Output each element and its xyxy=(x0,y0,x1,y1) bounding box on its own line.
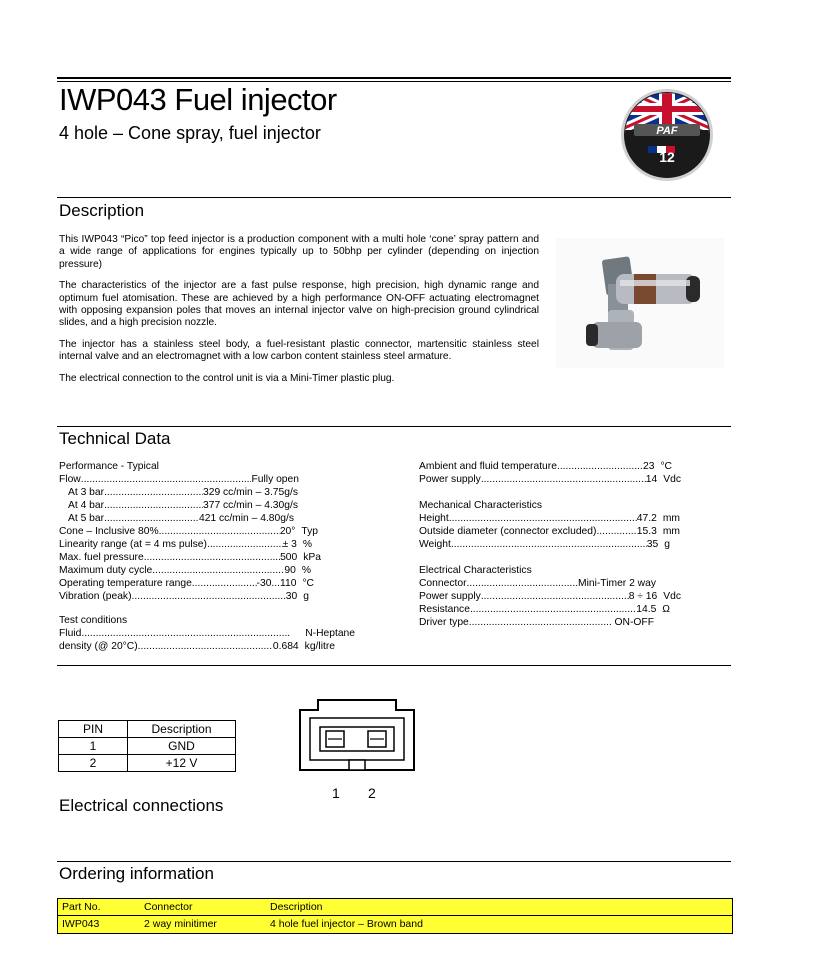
table-row xyxy=(59,738,236,755)
spec-row xyxy=(419,526,680,537)
ordering-heading: Ordering information xyxy=(59,864,214,883)
spec-label: Outside diameter (connector excluded) xyxy=(419,526,597,537)
description-paragraph: The electrical connection to the control unit is via a Mini-Timer plastic plug. xyxy=(59,372,395,384)
spec-label: At 5 bar xyxy=(68,513,105,524)
spec-label: Power supply xyxy=(419,591,481,602)
spec-row xyxy=(68,487,298,498)
spec-unit: % xyxy=(302,539,312,550)
spec-row xyxy=(419,474,681,485)
spec-label: Fluid xyxy=(59,628,82,639)
spec-row xyxy=(419,604,670,615)
spec-unit: g xyxy=(664,539,670,550)
spec-unit: °C xyxy=(660,461,672,472)
table-cell: GND xyxy=(128,738,236,755)
page-subtitle: 4 hole – Cone spray, fuel injector xyxy=(59,123,321,143)
spec-value: 377 cc/min – 4.30g/s xyxy=(202,500,298,511)
spec-row xyxy=(59,578,314,589)
ordering-header-cell: Part No. xyxy=(62,901,101,913)
spec-unit: kg/litre xyxy=(304,641,335,652)
ordering-cell: IWP043 xyxy=(62,918,100,930)
spec-value: 500 xyxy=(280,552,298,563)
spec-unit: Vdc xyxy=(663,591,681,602)
spec-label: Flow xyxy=(59,474,81,485)
injector-image xyxy=(556,238,724,368)
ordering-header-cell: Connector xyxy=(144,901,193,913)
technical-heading: Technical Data xyxy=(59,429,171,448)
spec-row xyxy=(59,641,335,652)
spec-row xyxy=(419,591,681,602)
spec-unit: mm xyxy=(662,513,680,524)
spec-label: At 4 bar xyxy=(68,500,105,511)
performance-title: Performance - Typical xyxy=(59,461,159,472)
spec-row xyxy=(68,513,294,524)
electrical-title: Electrical Characteristics xyxy=(419,565,532,576)
spec-value: 30 xyxy=(285,591,298,602)
spec-label: density (@ 20°C) xyxy=(59,641,138,652)
spec-value: 14.5 xyxy=(636,604,657,615)
spec-value: ± 3 xyxy=(282,539,297,550)
ordering-cell: 2 way minitimer xyxy=(144,918,217,930)
spec-value: 90 xyxy=(284,565,296,576)
spec-label: Weight xyxy=(419,539,451,550)
spec-value: 14 xyxy=(645,474,658,485)
connector-pin-label: 1 xyxy=(332,785,340,801)
spec-label: Height xyxy=(419,513,449,524)
spec-label: Power supply xyxy=(419,474,481,485)
spec-value: 47.2 xyxy=(636,513,657,524)
spec-unit: °C xyxy=(302,578,314,589)
spec-value: 35 xyxy=(646,539,659,550)
spec-row xyxy=(59,565,311,576)
technical-rule xyxy=(57,426,731,427)
logo-badge: 12 xyxy=(659,149,675,165)
spec-value: 23 xyxy=(642,461,655,472)
ordering-rule xyxy=(57,861,731,862)
spec-unit: Ω xyxy=(662,604,670,615)
spec-value: Mini-Timer 2 way xyxy=(578,578,656,589)
spec-label: Vibration (peak) xyxy=(59,591,132,602)
table-row xyxy=(59,721,236,738)
ordering-cell: 4 hole fuel injector – Brown band xyxy=(270,918,423,930)
pin-table xyxy=(58,720,236,772)
spec-row xyxy=(419,461,672,472)
spec-value: 8 ÷ 16 xyxy=(628,591,658,602)
table-cell: 2 xyxy=(59,755,128,772)
spec-row xyxy=(59,591,309,602)
spec-unit: Vdc xyxy=(663,474,681,485)
spec-label: Operating temperature range xyxy=(59,578,192,589)
spec-unit: mm xyxy=(662,526,680,537)
table-cell: 1 xyxy=(59,738,128,755)
table-cell: +12 V xyxy=(128,755,236,772)
spec-label: Connector xyxy=(419,578,467,589)
spec-unit: g xyxy=(303,591,309,602)
spec-label: Max. fuel pressure xyxy=(59,552,144,563)
spec-value: ON-OFF xyxy=(614,617,654,628)
description-heading: Description xyxy=(59,201,145,220)
table-header-cell: Description xyxy=(128,721,236,738)
mechanical-title: Mechanical Characteristics xyxy=(419,500,543,511)
spec-value: N-Heptane xyxy=(305,628,355,639)
spec-unit: Typ xyxy=(301,526,318,537)
description-body xyxy=(59,234,539,394)
spec-row xyxy=(59,628,355,639)
spec-value: 0.684 xyxy=(272,641,299,652)
spec-value: 15.3 xyxy=(636,526,657,537)
spec-value: Fully open xyxy=(251,474,299,485)
description-paragraph: The injector has a stainless steel body, a fuel-resistant plastic connector, martensitic stainless steel internal valve and an electromagnet with a low carbon content stainless steel armature. xyxy=(59,338,539,363)
description-rule xyxy=(57,197,731,198)
electrical-connections-heading: Electrical connections xyxy=(59,796,224,815)
spec-label: At 3 bar xyxy=(68,487,105,498)
spec-label: Ambient and fluid temperature xyxy=(419,461,557,472)
spec-label: Resistance xyxy=(419,604,470,615)
spec-row xyxy=(59,539,312,550)
test-title: Test conditions xyxy=(59,615,128,626)
spec-label: Driver type xyxy=(419,617,469,628)
ordering-header-cell: Description xyxy=(270,901,323,913)
spec-value: 329 cc/min – 3.75g/s xyxy=(202,487,298,498)
spec-label: Maximum duty cycle xyxy=(59,565,153,576)
page-title: IWP043 Fuel injector xyxy=(59,82,337,117)
spec-row xyxy=(59,474,299,485)
spec-row xyxy=(419,578,656,589)
spec-row xyxy=(419,513,680,524)
connector-diagram xyxy=(296,698,418,778)
spec-unit: kPa xyxy=(303,552,321,563)
description-paragraph: The characteristics of the injector are a fast pulse response, high precision, high dynamic range and optimum fuel atomisation. These are achieved by a high performance ON-OFF actuating electromagnet with opposing expansion poles that moves an internal injector valve on high-precision ground cylindrical slides, and a high precision nozzle. xyxy=(59,280,539,329)
spec-value: -30...110 xyxy=(256,578,297,589)
spec-row xyxy=(59,552,321,563)
logo-brand: PAF xyxy=(656,125,678,137)
table-header-cell: PIN xyxy=(59,721,128,738)
spec-unit: % xyxy=(301,565,311,576)
spec-row xyxy=(68,500,298,511)
ordering-table xyxy=(57,898,733,934)
spec-value: 20° xyxy=(279,526,296,537)
technical-bottom-rule xyxy=(57,665,731,666)
spec-row xyxy=(419,617,654,628)
header-rule-top xyxy=(57,77,731,79)
spec-label: Linearity range (at = 4 ms pulse) xyxy=(59,539,207,550)
spec-value: 421 cc/min – 4.80g/s xyxy=(198,513,294,524)
spec-row xyxy=(419,539,670,550)
table-row xyxy=(59,755,236,772)
paf-logo xyxy=(620,88,714,182)
description-paragraph: This IWP043 “Pico” top feed injector is a production component with a multi hole ‘cone’ spray pattern and a wide range of applications for engines typically up to 50bhp per cylinder (depending on injection pressure) xyxy=(59,234,539,270)
connector-pin-label: 2 xyxy=(368,785,376,801)
spec-label: Cone – Inclusive 80% xyxy=(59,526,159,537)
spec-row xyxy=(59,526,318,537)
